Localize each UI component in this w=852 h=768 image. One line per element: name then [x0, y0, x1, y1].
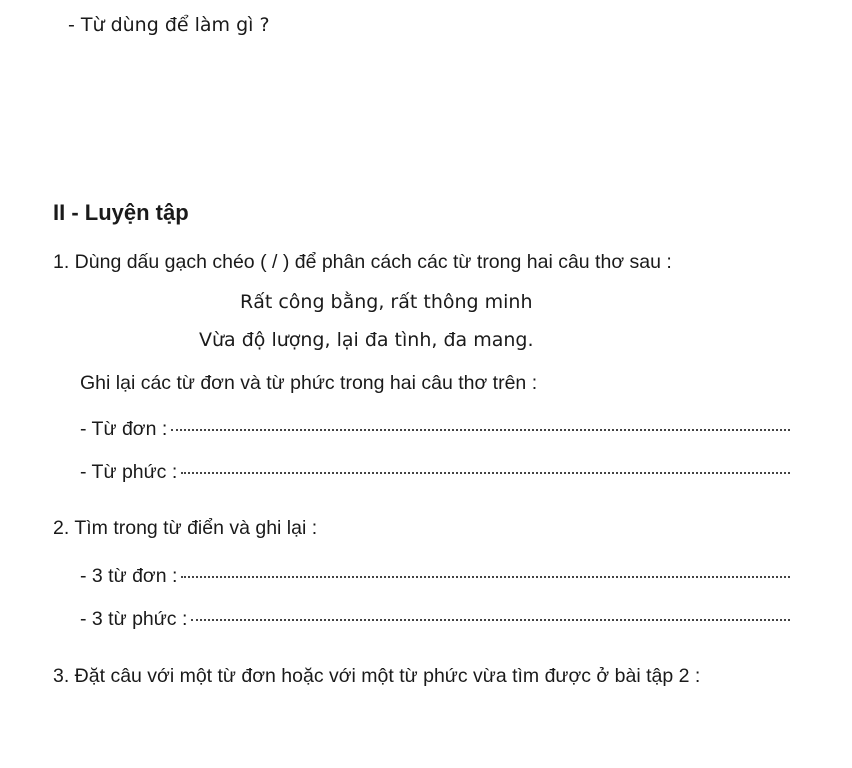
exercise1-subtask: Ghi lại các từ đơn và từ phức trong hai câu thơ trên : — [80, 372, 538, 394]
single-word-answer-line[interactable] — [171, 429, 790, 431]
compound-word-label: - Từ phức : — [80, 461, 178, 483]
top-question: - Từ dùng để làm gì ? — [68, 14, 270, 36]
three-single-words-answer-line[interactable] — [181, 576, 790, 578]
section-title: II - Luyện tập — [53, 200, 189, 225]
compound-word-answer-line[interactable] — [181, 472, 790, 474]
exercise3-instruction: 3. Đặt câu với một từ đơn hoặc với một từ phức vừa tìm được ở bài tập 2 : — [53, 665, 701, 687]
compound-word-row — [80, 461, 790, 484]
poem-line-2: Vừa độ lượng, lại đa tình, đa mang. — [199, 329, 534, 351]
exercise2-instruction: 2. Tìm trong từ điển và ghi lại : — [53, 517, 318, 539]
three-compound-words-label: - 3 từ phức : — [80, 608, 188, 630]
poem-line-1: Rất công bằng, rất thông minh — [240, 291, 533, 313]
three-compound-words-row — [80, 608, 790, 631]
exercise1-instruction: 1. Dùng dấu gạch chéo ( / ) để phân cách các từ trong hai câu thơ sau : — [53, 251, 672, 273]
three-single-words-row — [80, 565, 790, 588]
single-word-label: - Từ đơn : — [80, 418, 168, 440]
three-compound-words-answer-line[interactable] — [191, 619, 790, 621]
three-single-words-label: - 3 từ đơn : — [80, 565, 178, 587]
single-word-row — [80, 418, 790, 441]
